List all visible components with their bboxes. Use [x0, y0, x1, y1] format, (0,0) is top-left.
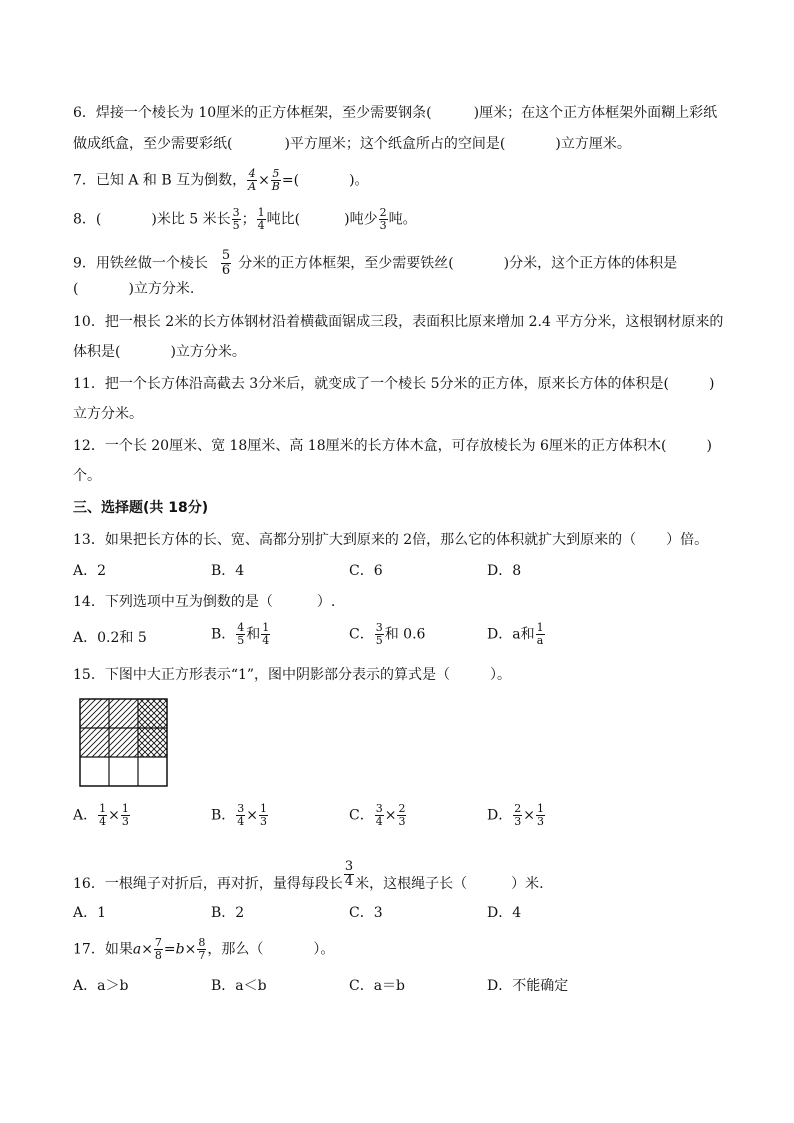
q10-text: 10．把一根长 2米的长方体钢材沿着横截面锯成三段，表面积比原来增加 2.4 平方分米，这根钢材原来的	[73, 314, 724, 330]
question-15	[73, 665, 511, 685]
option-label: C．	[349, 626, 374, 643]
question-8	[73, 207, 417, 232]
equals-sign: =	[163, 941, 176, 958]
q6-text: )平方厘米；这个纸盒所占的空间是(	[284, 136, 506, 152]
q8-text: 吨。	[388, 211, 417, 228]
option-text: 和	[246, 626, 261, 643]
option-label: C．	[349, 807, 374, 824]
q13-option-d[interactable]: D．8	[487, 563, 522, 579]
q13-option-b[interactable]: B．4	[211, 563, 245, 579]
fraction: $\frac{3}{5}$	[232, 206, 240, 232]
question-11-line-1	[73, 374, 714, 394]
q8-text: 8．(	[73, 211, 102, 228]
fraction: $\frac{8}{7}$	[198, 936, 206, 962]
fraction: $\frac{4}{A}$	[248, 167, 257, 193]
q16-text: 米，这根绳子长（	[355, 875, 468, 892]
fraction: $\frac{1}{4}$	[262, 621, 270, 647]
q15-option-b[interactable]	[211, 803, 269, 828]
q15-text: 15．下图中大正方形表示“1”，图中阴影部分表示的算式是（	[73, 667, 451, 683]
fraction: $\frac{2}{3}$	[379, 206, 387, 232]
q17-option-b[interactable]: B．a＜b	[211, 978, 267, 994]
q6-text: )立方厘米。	[555, 136, 631, 152]
times-sign: ×	[108, 807, 120, 824]
option-label: D．a和	[487, 626, 535, 643]
q15-option-d[interactable]	[487, 803, 546, 828]
question-6-line-1	[73, 103, 717, 123]
times-sign: ×	[246, 807, 259, 824]
option-label: A．	[73, 807, 98, 824]
fraction: $\frac{1}{3}$	[536, 802, 544, 828]
q16-option-c[interactable]: C．3	[349, 905, 383, 921]
times-sign: ×	[141, 941, 153, 958]
q13-text: ）倍。	[666, 532, 709, 548]
q12-text: )	[706, 438, 712, 454]
question-9-line-2	[73, 279, 194, 299]
q14-option-b[interactable]	[211, 622, 271, 647]
q11-text: )	[709, 376, 715, 392]
question-12-line-1	[73, 436, 712, 456]
q8-text: )米比 5 米长	[151, 211, 231, 228]
question-10-line-1	[73, 312, 723, 332]
fraction: $\frac{3}{4}$	[344, 859, 354, 889]
q11-text: 立方分米。	[73, 406, 143, 422]
variable-a: a	[132, 941, 142, 958]
question-6-line-2	[73, 134, 631, 154]
option-label: B．	[211, 807, 236, 824]
q14-text: 14．下列选项中互为倒数的是（	[73, 594, 273, 610]
q11-text: 11．把一个长方体沿高截去 3分米后，就变成了一个棱长 5分米的正方体，原来长方体的体积是(	[73, 376, 669, 392]
q15-text: ）。	[490, 667, 512, 683]
times-sign: ×	[258, 172, 270, 189]
fraction: $\frac{1}{4}$	[99, 802, 107, 828]
q17-option-d[interactable]: D．不能确定	[487, 978, 569, 994]
q17-option-c[interactable]: C．a＝b	[349, 978, 406, 994]
fraction: $\frac{3}{5}$	[375, 621, 383, 647]
q16-text: ）米.	[511, 875, 544, 892]
option-label: B．	[211, 626, 236, 643]
times-sign: ×	[184, 941, 197, 958]
q8-text: )吨少	[344, 211, 378, 228]
fraction: $\frac{2}{3}$	[514, 802, 522, 828]
q13-option-c[interactable]: C．6	[349, 563, 383, 579]
section-heading: 三、选择题(共 18分)	[73, 500, 209, 516]
fraction: $\frac{1}{4}$	[257, 206, 265, 232]
q7-text: )。	[349, 172, 369, 189]
fraction: $\frac{3}{4}$	[375, 802, 383, 828]
q10-text: )立方分米。	[170, 344, 246, 360]
q13-text: 13．如果把长方体的长、宽、高都分别扩大到原来的 2倍，那么它的体积就扩大到原来的（	[73, 532, 637, 548]
q16-option-b[interactable]: B．2	[211, 905, 245, 921]
q15-option-a[interactable]	[73, 803, 131, 828]
q10-text: 体积是(	[73, 344, 121, 360]
shaded-square-figure	[79, 698, 169, 788]
option-label: D．	[487, 807, 513, 824]
q9-text: (	[73, 281, 79, 297]
q6-text: )厘米；在这个正方体框架外面糊上彩纸	[473, 105, 718, 121]
q7-text: =(	[281, 172, 300, 189]
q8-text: ；	[241, 211, 256, 228]
q6-text: 做成纸盒，至少需要彩纸(	[73, 136, 233, 152]
q14-option-a[interactable]: A．0.2和 5	[73, 630, 147, 646]
q9-text: )立方分米.	[128, 281, 195, 297]
question-12-line-2	[73, 466, 101, 486]
q6-text: 6．焊接一个棱长为 10厘米的正方体框架，至少需要钢条(	[73, 105, 432, 121]
q8-text: 吨比(	[266, 211, 301, 228]
q9-text: 分米的正方体框架，至少需要铁丝(	[238, 255, 454, 272]
question-9-line-1	[73, 249, 677, 278]
question-13	[73, 530, 708, 550]
question-7	[73, 168, 369, 193]
q14-option-c[interactable]	[349, 622, 425, 647]
q12-text: 个。	[73, 468, 101, 484]
fraction: $\frac{2}{3}$	[398, 802, 406, 828]
fraction: $\frac{5}{B}$	[271, 167, 280, 193]
times-sign: ×	[523, 807, 535, 824]
q13-option-a[interactable]: A．2	[73, 563, 107, 579]
fraction: $\frac{1}{3}$	[121, 802, 129, 828]
question-11-line-2	[73, 404, 143, 424]
q14-option-d[interactable]	[487, 622, 546, 647]
times-sign: ×	[384, 807, 397, 824]
fraction: $\frac{1}{3}$	[260, 802, 268, 828]
q16-option-d[interactable]: D．4	[487, 905, 522, 921]
question-17	[73, 937, 334, 962]
variable-b: b	[175, 941, 185, 958]
q12-text: 12．一个长 20厘米、宽 18厘米、高 18厘米的长方体木盒，可存放棱长为 6厘米的正方体积木(	[73, 438, 667, 454]
question-16	[73, 860, 544, 894]
q17-option-a[interactable]: A．a＞b	[73, 978, 129, 994]
q16-option-a[interactable]: A．1	[73, 905, 107, 921]
fraction: $\frac{3}{4}$	[237, 802, 245, 828]
fraction: $\frac{5}{6}$	[221, 248, 231, 278]
q15-option-c[interactable]	[349, 803, 407, 828]
fraction: $\frac{4}{5}$	[237, 621, 245, 647]
q9-text: 9．用铁丝做一个棱长	[73, 255, 208, 272]
fraction: $\frac{7}{8}$	[154, 936, 162, 962]
fraction: $\frac{1}{a}$	[536, 621, 544, 647]
q17-text: 17．如果	[73, 941, 133, 958]
q9-text: )分米，这个正方体的体积是	[503, 255, 678, 272]
q14-text: ）.	[316, 594, 336, 610]
q7-text: 7．已知 A 和 B 互为倒数，	[73, 172, 247, 189]
option-text: 和 0.6	[384, 626, 426, 643]
q16-text: 16．一根绳子对折后，再对折，量得每段长	[73, 875, 343, 892]
question-10-line-2	[73, 342, 246, 362]
q17-text: ，那么（	[207, 941, 264, 958]
q17-text: ）。	[313, 941, 335, 958]
question-14	[73, 592, 335, 612]
